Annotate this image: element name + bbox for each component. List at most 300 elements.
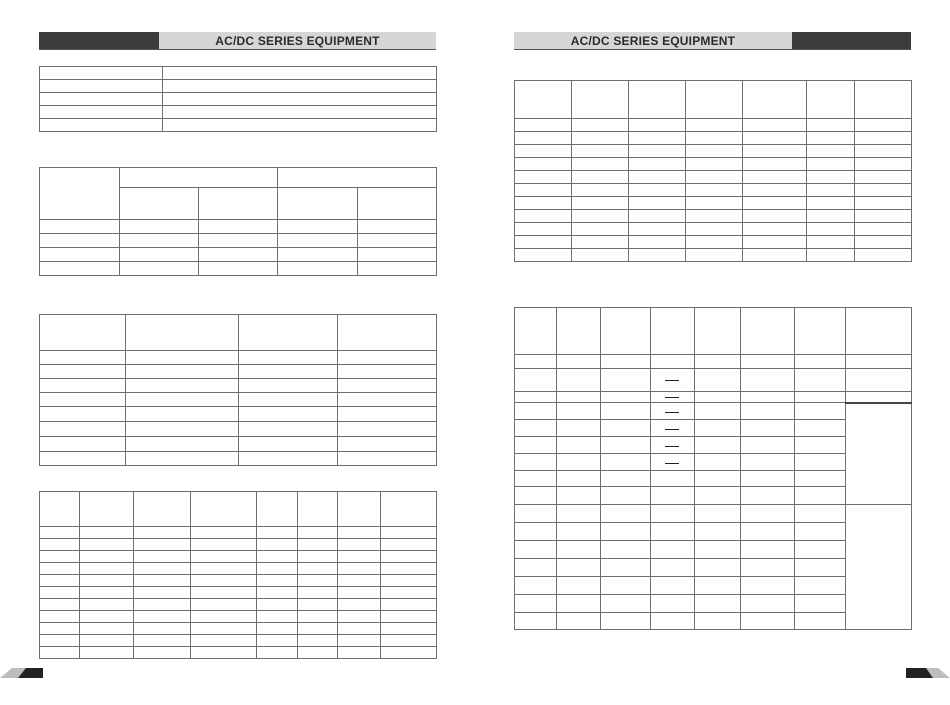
cell (40, 119, 163, 132)
cell (298, 623, 338, 635)
cell (358, 220, 437, 234)
cell (381, 551, 437, 563)
cell (239, 351, 338, 365)
cell (743, 171, 807, 184)
cell (557, 613, 601, 630)
cell (795, 595, 846, 613)
cell (298, 563, 338, 575)
cell (807, 197, 855, 210)
cell (695, 559, 741, 577)
cell (557, 577, 601, 595)
cell (743, 249, 807, 262)
cell (191, 527, 257, 539)
cell (126, 452, 239, 466)
cell (629, 249, 686, 262)
cell (40, 539, 80, 551)
cell (601, 595, 651, 613)
cell (601, 577, 651, 595)
cell (381, 635, 437, 647)
cell (80, 623, 134, 635)
cell (120, 262, 199, 276)
cell (741, 308, 795, 355)
cell (381, 587, 437, 599)
cell (257, 563, 298, 575)
cell (557, 523, 601, 541)
cell (629, 158, 686, 171)
cell (695, 523, 741, 541)
table-4 (39, 491, 437, 659)
cell (298, 647, 338, 659)
cell (191, 647, 257, 659)
header-cell (199, 188, 278, 220)
left-page-header (39, 32, 436, 50)
cell (686, 171, 743, 184)
cell (40, 379, 126, 393)
cell (515, 577, 557, 595)
cell (338, 647, 381, 659)
cell (239, 452, 338, 466)
cell (795, 355, 846, 369)
cell (651, 577, 695, 595)
cell (601, 403, 651, 420)
cell (572, 119, 629, 132)
cell (40, 599, 80, 611)
cell (557, 454, 601, 471)
cell (257, 647, 298, 659)
cell (239, 393, 338, 407)
cell (338, 611, 381, 623)
cell (298, 551, 338, 563)
cell (40, 551, 80, 563)
cell (795, 505, 846, 523)
cell (572, 132, 629, 145)
cell (338, 539, 381, 551)
cell (557, 308, 601, 355)
cell (743, 184, 807, 197)
cell (686, 184, 743, 197)
cell (278, 262, 358, 276)
cell (80, 527, 134, 539)
cell (126, 379, 239, 393)
cell (191, 563, 257, 575)
cell (572, 171, 629, 184)
cell (191, 635, 257, 647)
cell (191, 599, 257, 611)
cell (743, 81, 807, 119)
cell (40, 93, 163, 106)
cell (651, 559, 695, 577)
cell (795, 369, 846, 392)
cell (338, 527, 381, 539)
cell (807, 171, 855, 184)
cell (795, 403, 846, 420)
header-title: AC/DC SERIES EQUIPMENT (215, 34, 380, 48)
cell (741, 541, 795, 559)
cell (741, 595, 795, 613)
cell (40, 452, 126, 466)
cell (515, 420, 557, 437)
cell (855, 210, 912, 223)
cell (40, 647, 80, 659)
cell (134, 492, 191, 527)
cell (601, 369, 651, 392)
cell (191, 551, 257, 563)
cell (807, 236, 855, 249)
cell (338, 623, 381, 635)
cell (795, 454, 846, 471)
cell (338, 563, 381, 575)
cell (629, 81, 686, 119)
cell (695, 454, 741, 471)
cell (651, 437, 695, 454)
cell (80, 647, 134, 659)
cell (239, 379, 338, 393)
cell (515, 223, 572, 236)
cell (629, 132, 686, 145)
cell (515, 392, 557, 403)
page-tab-left (0, 665, 43, 675)
cell (515, 308, 557, 355)
cell (651, 454, 695, 471)
cell (515, 119, 572, 132)
cell (338, 492, 381, 527)
cell (80, 635, 134, 647)
dash-mark (665, 397, 679, 398)
cell (163, 119, 437, 132)
cell (40, 563, 80, 575)
cell (515, 559, 557, 577)
cell (572, 184, 629, 197)
cell (80, 575, 134, 587)
cell (651, 355, 695, 369)
cell (191, 611, 257, 623)
cell (795, 523, 846, 541)
cell (846, 355, 912, 369)
cell (134, 635, 191, 647)
cell (515, 236, 572, 249)
header-cell (278, 168, 437, 188)
cell (557, 471, 601, 487)
cell (199, 262, 278, 276)
cell (601, 420, 651, 437)
cell (338, 365, 437, 379)
cell (629, 210, 686, 223)
header-cell (126, 315, 239, 351)
cell (695, 541, 741, 559)
cell (743, 236, 807, 249)
cell (163, 80, 437, 93)
table-2 (39, 167, 437, 276)
cell (557, 403, 601, 420)
cell (557, 369, 601, 392)
cell (134, 539, 191, 551)
cell (40, 365, 126, 379)
cell (257, 599, 298, 611)
cell (686, 210, 743, 223)
cell (40, 220, 120, 234)
cell (695, 355, 741, 369)
cell (80, 599, 134, 611)
cell (278, 220, 358, 234)
cell (651, 523, 695, 541)
cell (741, 487, 795, 505)
cell (80, 611, 134, 623)
dash-mark (665, 380, 679, 381)
cell (515, 81, 572, 119)
cell (686, 119, 743, 132)
cell (126, 422, 239, 437)
cell (741, 369, 795, 392)
cell (651, 487, 695, 505)
cell (40, 80, 163, 93)
cell (257, 575, 298, 587)
cell (126, 393, 239, 407)
cell (686, 236, 743, 249)
cell (743, 132, 807, 145)
cell (338, 587, 381, 599)
cell (855, 236, 912, 249)
cell (80, 563, 134, 575)
header-cell (358, 188, 437, 220)
cell (358, 234, 437, 248)
cell (338, 422, 437, 437)
cell (601, 308, 651, 355)
cell (795, 420, 846, 437)
cell (338, 599, 381, 611)
cell (381, 623, 437, 635)
cell (191, 623, 257, 635)
cell (601, 454, 651, 471)
cell (515, 158, 572, 171)
cell (40, 407, 126, 422)
cell (239, 437, 338, 452)
cell (191, 587, 257, 599)
cell (257, 539, 298, 551)
cell (601, 471, 651, 487)
cell (381, 527, 437, 539)
cell (381, 539, 437, 551)
cell (846, 392, 912, 403)
cell (278, 248, 358, 262)
cell (855, 119, 912, 132)
cell (278, 234, 358, 248)
cell (515, 132, 572, 145)
cell (257, 635, 298, 647)
cell (557, 355, 601, 369)
cell (807, 158, 855, 171)
cell (298, 599, 338, 611)
cell (651, 505, 695, 523)
cell (651, 420, 695, 437)
cell (743, 197, 807, 210)
cell (239, 422, 338, 437)
cell (298, 492, 338, 527)
cell (629, 223, 686, 236)
cell (557, 595, 601, 613)
cell (686, 197, 743, 210)
cell (743, 210, 807, 223)
cell (338, 437, 437, 452)
cell (629, 171, 686, 184)
cell (358, 262, 437, 276)
cell (134, 623, 191, 635)
cell (743, 145, 807, 158)
cell (40, 248, 120, 262)
cell (298, 635, 338, 647)
cell (695, 613, 741, 630)
cell (855, 81, 912, 119)
cell (338, 393, 437, 407)
cell (381, 599, 437, 611)
cell (257, 527, 298, 539)
cell (134, 527, 191, 539)
cell (807, 81, 855, 119)
cell (741, 454, 795, 471)
cell (126, 365, 239, 379)
cell (358, 248, 437, 262)
cell (515, 523, 557, 541)
cell (338, 407, 437, 422)
cell (686, 132, 743, 145)
cell (601, 355, 651, 369)
cell (572, 197, 629, 210)
cell (40, 106, 163, 119)
cell (40, 623, 80, 635)
cell (515, 541, 557, 559)
cell (381, 575, 437, 587)
cell (807, 210, 855, 223)
cell (572, 210, 629, 223)
cell (572, 236, 629, 249)
cell (686, 158, 743, 171)
cell (651, 541, 695, 559)
cell (855, 132, 912, 145)
cell (651, 595, 695, 613)
cell (629, 197, 686, 210)
cell (40, 527, 80, 539)
dash-mark (665, 412, 679, 413)
cell (651, 471, 695, 487)
cell (338, 452, 437, 466)
cell (686, 249, 743, 262)
cell (557, 541, 601, 559)
cell (741, 420, 795, 437)
cell (381, 611, 437, 623)
cell (807, 249, 855, 262)
header-title: AC/DC SERIES EQUIPMENT (570, 34, 736, 48)
cell (695, 369, 741, 392)
cell (515, 487, 557, 505)
cell (515, 249, 572, 262)
cell (381, 492, 437, 527)
cell (515, 197, 572, 210)
cell (601, 523, 651, 541)
header-rule (39, 49, 436, 50)
cell (40, 393, 126, 407)
cell (855, 223, 912, 236)
cell (601, 487, 651, 505)
cell (557, 392, 601, 403)
cell (695, 392, 741, 403)
cell (381, 647, 437, 659)
cell (120, 248, 199, 262)
cell (601, 613, 651, 630)
cell (239, 407, 338, 422)
cell (601, 541, 651, 559)
cell (741, 559, 795, 577)
cell (741, 392, 795, 403)
cell (695, 403, 741, 420)
cell (80, 587, 134, 599)
cell (515, 355, 557, 369)
cell (298, 611, 338, 623)
cell (239, 365, 338, 379)
cell (807, 145, 855, 158)
cell (381, 563, 437, 575)
cell (807, 132, 855, 145)
cell (695, 487, 741, 505)
cell (795, 308, 846, 355)
cell (126, 407, 239, 422)
cell (515, 454, 557, 471)
cell (695, 308, 741, 355)
cell (795, 392, 846, 403)
cell (572, 81, 629, 119)
cell (741, 523, 795, 541)
cell (695, 595, 741, 613)
cell (855, 158, 912, 171)
cell (846, 369, 912, 392)
cell (629, 119, 686, 132)
cell (572, 158, 629, 171)
cell (515, 184, 572, 197)
cell (191, 492, 257, 527)
cell (629, 145, 686, 158)
cell (134, 551, 191, 563)
cell (515, 471, 557, 487)
table-6 (514, 307, 912, 630)
merged-cell (846, 403, 912, 505)
cell (795, 437, 846, 454)
cell (695, 505, 741, 523)
cell (795, 471, 846, 487)
table-1 (39, 66, 437, 132)
cell (743, 119, 807, 132)
cell (855, 171, 912, 184)
cell (40, 492, 80, 527)
cell (695, 471, 741, 487)
cell (741, 355, 795, 369)
cell (298, 575, 338, 587)
header-cell (338, 315, 437, 351)
header-dark-block (792, 32, 911, 50)
cell (601, 505, 651, 523)
cell (515, 505, 557, 523)
cell (515, 403, 557, 420)
cell (743, 158, 807, 171)
cell (40, 262, 120, 276)
cell (855, 145, 912, 158)
cell (80, 551, 134, 563)
cell (741, 403, 795, 420)
header-dark-block (39, 32, 159, 50)
cell (572, 145, 629, 158)
cell (199, 220, 278, 234)
cell (795, 577, 846, 595)
cell (557, 487, 601, 505)
cell (80, 492, 134, 527)
header-rule (514, 49, 911, 50)
